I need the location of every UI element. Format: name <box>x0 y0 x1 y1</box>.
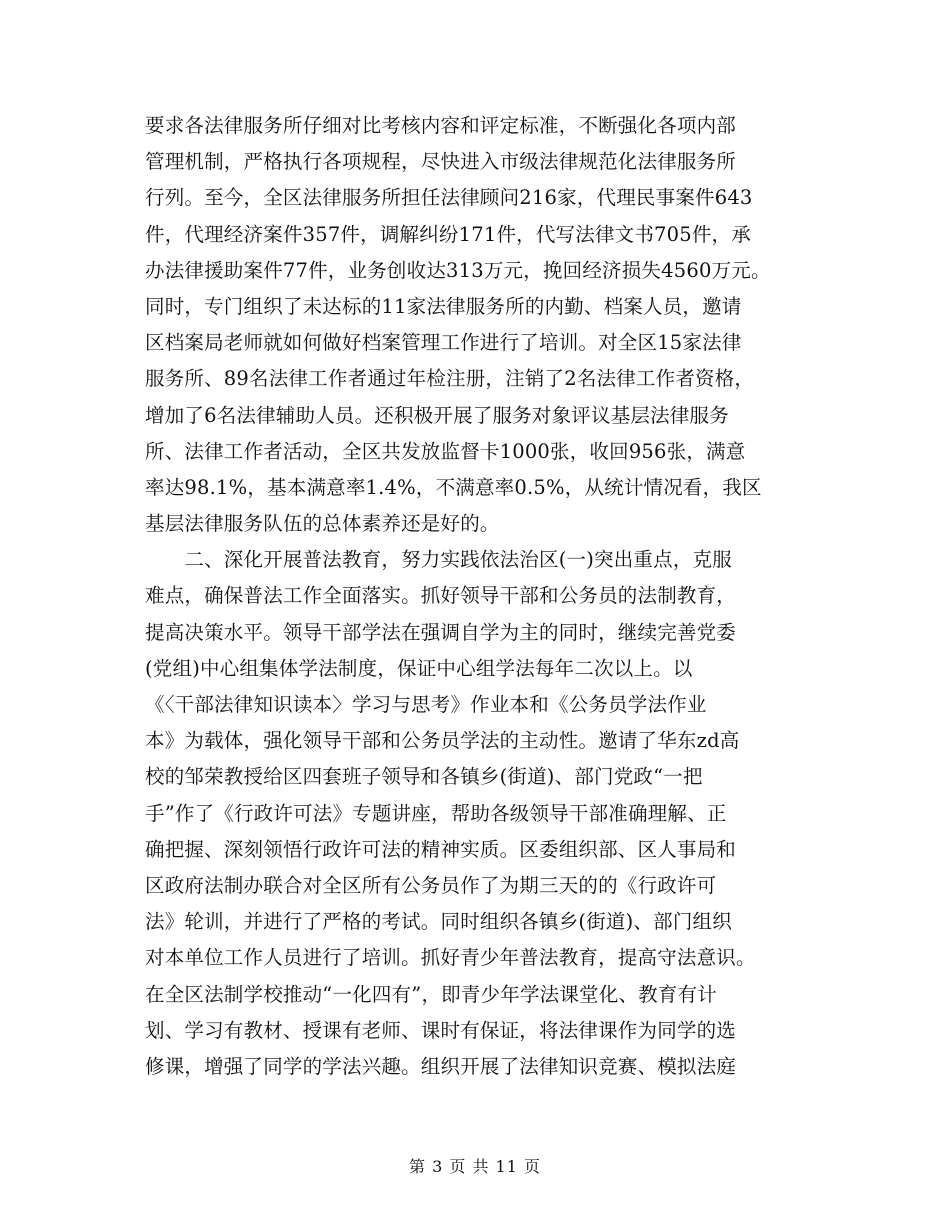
text-line: 率达98.1%，基本满意率1.4%，不满意率0.5%，从统计情况看，我区 <box>145 475 762 499</box>
text-line: 在全区法制学校推动“一化四有”，即青少年学法课堂化、教育有计 <box>145 982 717 1006</box>
text-line: 区政府法制办联合对全区所有公务员作了为期三天的的《行政许可 <box>145 873 717 897</box>
text-line: 服务所、89名法律工作者通过年检注册，注销了2名法律工作者资格， <box>145 367 755 391</box>
text-line: 对本单位工作人员进行了培训。抓好青少年普法教育，提高守法意识。 <box>145 946 756 970</box>
text-line: 校的邹荣教授给区四套班子领导和各镇乡(街道)、部门党政“一把 <box>145 765 703 789</box>
text-line: 提高决策水平。领导干部学法在强调自学为主的同时，继续完善党委 <box>145 620 737 644</box>
text-line: 二、深化开展普法教育，努力实践依法治区(一)突出重点，克服 <box>145 548 732 572</box>
text-line: 法》轮训，并进行了严格的考试。同时组织各镇乡(街道)、部门组织 <box>145 910 732 934</box>
text-line: 难点，确保普法工作全面落实。抓好领导干部和公务员的法制教育， <box>145 584 737 608</box>
text-line: 本》为载体，强化领导干部和公务员学法的主动性。邀请了华东zd高 <box>145 729 740 753</box>
text-line: 要求各法律服务所仔细对比考核内容和评定标准，不断强化各项内部 <box>145 114 737 137</box>
text-line: 基层法律服务队伍的总体素养还是好的。 <box>145 512 500 536</box>
text-line: 办法律援助案件77件，业务创收达313万元，挽回经济损失4560万元。 <box>145 258 771 282</box>
text-line: 修课，增强了同学的学法兴趣。组织开展了法律知识竞赛、模拟法庭 <box>145 1054 737 1078</box>
text-line: 手”作了《行政许可法》专题讲座，帮助各级领导干部准确理解、正 <box>145 801 727 825</box>
text-line: 行列。至今，全区法律服务所担任法律顾问216家，代理民事案件643 <box>145 186 753 210</box>
text-line: 划、学习有教材、授课有老师、课时有保证，将法律课作为同学的选 <box>145 1018 737 1042</box>
text-line: 所、法律工作者活动，全区共发放监督卡1000张，收回956张，满意 <box>145 439 746 463</box>
body-text <box>145 108 815 1085</box>
text-line: 区档案局老师就如何做好档案管理工作进行了培训。对全区15家法律 <box>145 331 742 355</box>
text-line: 确把握、深刻领悟行政许可法的精神实质。区委组织部、区人事局和 <box>145 837 737 861</box>
text-line: (党组)中心组集体学法制度，保证中心组学法每年二次以上。以 <box>145 656 693 680</box>
text-line: 增加了6名法律辅助人员。还积极开展了服务对象评议基层法律服务 <box>145 403 729 427</box>
text-line: 《〈干部法律知识读本〉学习与思考》作业本和《公务员学法作业 <box>145 693 707 716</box>
text-line: 件，代理经济案件357件，调解纠纷171件，代写法律文书705件，承 <box>145 222 751 246</box>
text-line: 同时，专门组织了未达标的11家法律服务所的内勤、档案人员，邀请 <box>145 294 742 318</box>
page-footer: 第 3 页 共 11 页 <box>409 1157 541 1176</box>
text-line: 管理机制，严格执行各项规程，尽快进入市级法律规范化法律服务所 <box>145 150 737 174</box>
